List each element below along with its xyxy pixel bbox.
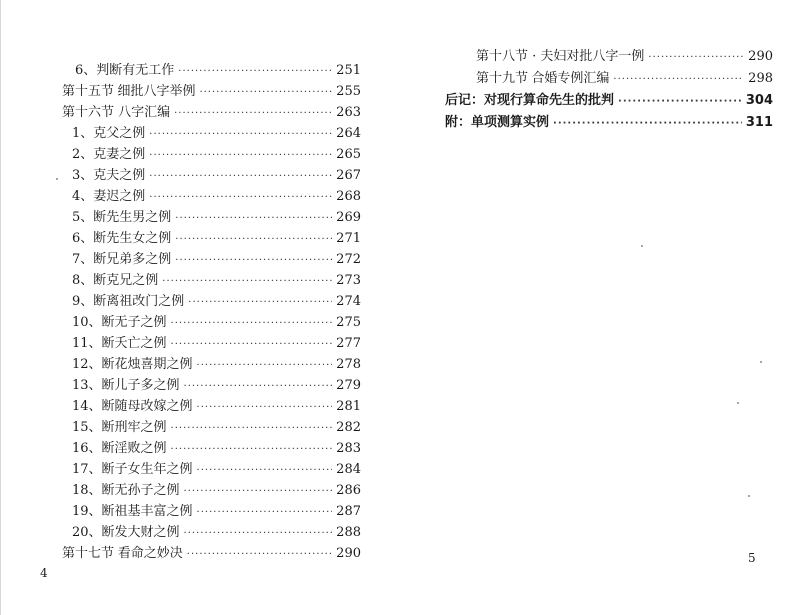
- toc-section-label: 第十六节: [62, 105, 115, 120]
- toc-entry-page: 274: [336, 294, 361, 309]
- dot-leader: [197, 461, 333, 481]
- dot-leader: [618, 92, 742, 112]
- toc-entry-page: 278: [336, 357, 361, 372]
- toc-entry[interactable]: [75, 61, 361, 81]
- toc-section-label: 第十五节: [62, 84, 115, 99]
- scan-speck: [641, 245, 643, 247]
- toc-entry-page: 251: [336, 63, 361, 78]
- dot-leader: [171, 314, 333, 334]
- toc-entry-page: 286: [336, 483, 361, 498]
- toc-entry-page: 265: [336, 147, 361, 162]
- right-page: [396, 0, 793, 615]
- toc-entry-page: 268: [336, 189, 361, 204]
- dot-leader: [171, 419, 333, 439]
- dot-leader: [149, 167, 332, 187]
- toc-entry-label: 20、断发大财之例: [72, 525, 180, 540]
- toc-entry-label: 15、断刑牢之例: [72, 420, 167, 435]
- toc-entry-page: 272: [336, 252, 361, 267]
- toc-appendix-entry[interactable]: [445, 113, 773, 133]
- toc-entry-label: 5、断先生男之例: [72, 210, 172, 225]
- toc-entry-page: 290: [336, 546, 361, 561]
- dot-leader: [175, 251, 332, 271]
- toc-entry-page: 282: [336, 420, 361, 435]
- dot-leader: [149, 146, 332, 166]
- page-number: 4: [40, 566, 48, 580]
- toc-entry-label: 后记：对现行算命先生的批判: [445, 93, 615, 108]
- dot-leader: [175, 230, 332, 250]
- toc-entry[interactable]: [72, 523, 361, 543]
- toc-entry-page: 267: [336, 168, 361, 183]
- toc-entry-label: 6、断先生女之例: [72, 231, 172, 246]
- toc-entry[interactable]: [72, 418, 361, 438]
- scan-speck: [760, 361, 762, 363]
- toc-entry-label: 13、断儿子多之例: [72, 378, 180, 393]
- toc-entry-label: 9、断离祖改门之例: [72, 294, 185, 309]
- toc-section-entry[interactable]: [476, 69, 773, 89]
- toc-entry-page: 279: [336, 378, 361, 393]
- dot-leader: [174, 104, 332, 124]
- toc-entry-label: 14、断随母改嫁之例: [72, 399, 193, 414]
- toc-entry-page: 304: [745, 93, 773, 108]
- toc-entry-label: 8、断克兄之例: [72, 273, 159, 288]
- toc-entry-page: 311: [745, 115, 773, 130]
- toc-entry-label: 19、断祖基丰富之例: [72, 504, 193, 519]
- toc-entry[interactable]: [72, 166, 361, 186]
- toc-entry[interactable]: [72, 397, 361, 417]
- toc-entry-page: 290: [748, 49, 773, 64]
- toc-entry-label: 附：单项测算实例: [445, 115, 550, 130]
- toc-section-label: 第十八节 · 夫妇对批八字一例: [476, 49, 645, 64]
- toc-entry-label: 10、断无子之例: [72, 315, 167, 330]
- toc-entry[interactable]: [72, 187, 361, 207]
- dot-leader: [197, 356, 333, 376]
- toc-entry-page: 271: [336, 231, 361, 246]
- toc-entry-page: 287: [336, 504, 361, 519]
- dot-leader: [199, 83, 332, 103]
- toc-entry-label: 2、克妻之例: [72, 147, 146, 162]
- dot-leader: [175, 209, 332, 229]
- toc-afterword-entry[interactable]: [445, 91, 773, 111]
- scan-speck: [737, 402, 739, 404]
- dot-leader: [197, 503, 333, 523]
- toc-section-entry[interactable]: [476, 47, 773, 67]
- dot-leader: [149, 188, 332, 208]
- toc-section-label: 第十九节: [476, 71, 529, 86]
- dot-leader: [184, 524, 333, 544]
- toc-section-title: 细批八字举例: [117, 84, 196, 99]
- toc-entry[interactable]: [72, 439, 361, 459]
- dot-leader: [553, 114, 742, 134]
- toc-entry[interactable]: [72, 292, 361, 312]
- toc-entry-label: 17、断子女生年之例: [72, 462, 193, 477]
- dot-leader: [648, 48, 744, 68]
- toc-entry-label: 11、断夭亡之例: [72, 336, 167, 351]
- toc-section-entry[interactable]: [62, 544, 361, 564]
- toc-entry[interactable]: [72, 376, 361, 396]
- left-page: [0, 0, 396, 615]
- toc-entry-page: 255: [336, 84, 361, 99]
- dot-leader: [197, 398, 333, 418]
- toc-entry[interactable]: [72, 208, 361, 228]
- dot-leader: [613, 70, 744, 90]
- toc-entry[interactable]: [72, 355, 361, 375]
- toc-section-title: 看命之妙决: [117, 546, 183, 561]
- toc-entry-page: 277: [336, 336, 361, 351]
- toc-entry[interactable]: [72, 334, 361, 354]
- toc-entry[interactable]: [72, 145, 361, 165]
- toc-entry[interactable]: [72, 481, 361, 501]
- toc-entry-page: 273: [336, 273, 361, 288]
- dot-leader: [184, 482, 333, 502]
- toc-entry-label: 18、断无孙子之例: [72, 483, 180, 498]
- toc-entry[interactable]: [72, 124, 361, 144]
- toc-entry-label: 12、断花烛喜期之例: [72, 357, 193, 372]
- dot-leader: [178, 62, 332, 82]
- toc-entry-page: 284: [336, 462, 361, 477]
- toc-entry-page: 281: [336, 399, 361, 414]
- toc-entry[interactable]: [72, 229, 361, 249]
- toc-entry-page: 283: [336, 441, 361, 456]
- toc-entry-label: 4、妻迟之例: [72, 189, 146, 204]
- toc-entry-label: 16、断淫败之例: [72, 441, 167, 456]
- toc-entry-page: 269: [336, 210, 361, 225]
- dot-leader: [162, 272, 332, 292]
- toc-section-entry[interactable]: [62, 82, 361, 102]
- scan-speck: [748, 495, 750, 497]
- dot-leader: [188, 293, 332, 313]
- toc-entry-page: 264: [336, 126, 361, 141]
- toc-entry[interactable]: [72, 502, 361, 522]
- dot-leader: [149, 125, 332, 145]
- toc-entry[interactable]: [72, 271, 361, 291]
- toc-section-entry[interactable]: [62, 103, 361, 123]
- toc-entry[interactable]: [72, 460, 361, 480]
- dot-leader: [171, 335, 333, 355]
- scan-speck: [56, 178, 58, 180]
- toc-entry-label: 1、克父之例: [72, 126, 146, 141]
- toc-entry-label: 3、克夫之例: [72, 168, 146, 183]
- toc-entry-label: 7、断兄弟多之例: [72, 252, 172, 267]
- toc-entry-page: 275: [336, 315, 361, 330]
- dot-leader: [184, 377, 333, 397]
- toc-entry-page: 298: [748, 71, 773, 86]
- toc-entry[interactable]: [72, 250, 361, 270]
- dot-leader: [187, 545, 332, 565]
- toc-section-title: 八字汇编: [118, 105, 171, 120]
- toc-section-label: 第十七节: [62, 546, 115, 561]
- toc-entry-page: 263: [336, 105, 361, 120]
- toc-entry[interactable]: [72, 313, 361, 333]
- toc-section-title: 合婚专例汇编: [531, 71, 610, 86]
- page-number: 5: [748, 551, 756, 565]
- toc-entry-label: 6、判断有无工作: [75, 63, 175, 78]
- dot-leader: [171, 440, 333, 460]
- toc-entry-page: 288: [336, 525, 361, 540]
